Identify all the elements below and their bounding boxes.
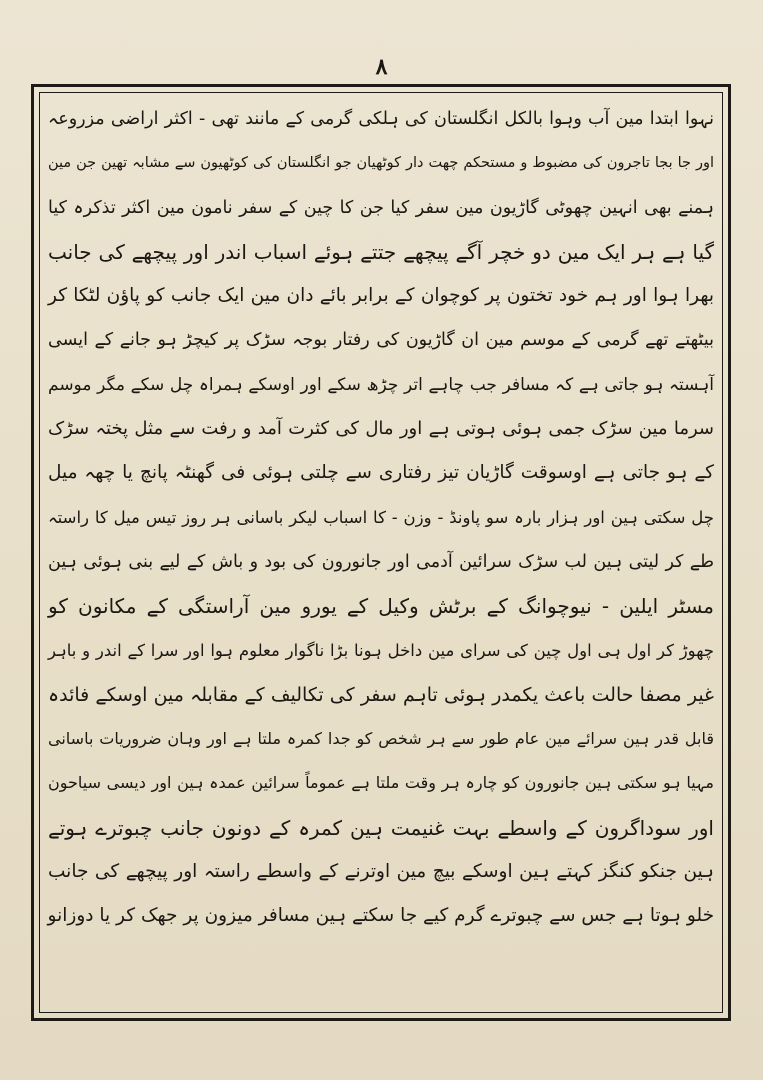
text-line: بیٹھتے تھے گرمی کے موسم مین ان گاڑیون کی رفتار بوجہ سڑک پر کیچڑ ہو جانے کے ایسی	[48, 330, 714, 351]
text-line: ہین جنکو کنگز کہتے ہین اوسکے بیچ مین اوترنے کے واسطے راستہ اور پیچھے کی جانب	[48, 861, 714, 883]
page-number: ۸	[375, 54, 388, 80]
text-line: اور سوداگرون کے واسطے بہت غنیمت ہین کمرہ کے دونون جانب چبوترے ہوتے	[48, 815, 714, 840]
text-line: خلو ہوتا ہے جس سے چبوترے گرم کیے جا سکتے ہین مسافر میزون پر جھک کر یا دوزانو	[47, 905, 714, 927]
text-line: ہمنے بھی انہین چھوٹی گاڑیون مین سفر کیا جن کا چین کے سفر نامون مین اکثر تذکرہ کیا	[48, 197, 714, 218]
text-line: اور جا بجا تاجرون کی مضبوط و مستحکم چھت دار کوٹھیان جو انگلستان کی کوٹھیون سے مشابہ تھین جن مین	[48, 155, 714, 172]
text-line: گیا ہے ہر ایک مین دو خچر آگے پیچھے جتتے ہوئے اسباب اندر اور پیچھے کی جانب	[48, 239, 714, 264]
text-line	[44, 939, 718, 983]
text-line: نہوا ابتدا مین آب وہوا بالکل انگلستان کی ہلکی گرمی کے مانند تھی - اکثر اراضی مزروعہ	[48, 109, 714, 129]
text-line: بھرا ہوا اور ہم خود تختون پر کوچوان کے برابر بائے دان مین ایک جانب کو پاؤن لٹکا کر	[48, 285, 714, 307]
text-line: مسٹر ایلین - نیوچوانگ کے برٹش وکیل کے یورو مین آراستگی کے مکانون کو	[48, 594, 714, 619]
text-line: چل سکتی ہین اور ہزار بارہ سو پاونڈ - وزن - کا اسباب لیکر باسانی ہر روز تیس میل کا راستہ	[48, 507, 714, 527]
text-line: مہیا ہو سکتی ہین جانورون کو چارہ ہر وقت ملتا ہے عموماً سرائین عمدہ ہین اور دیسی سیاحون	[48, 773, 714, 793]
text-line: طے کر لیتی ہین لب سڑک سرائین آدمی اور جانورون کی بود و باش کے لیے بنی ہوئی ہین	[48, 551, 714, 572]
text-line: چھوڑ کر اول ہی اول چین کی سرای مین داخل ہونا بڑا ناگوار معلوم ہوا اور سرا کے اندر و باہر	[48, 640, 714, 660]
text-line: سرما مین سڑک جمی ہوئی ہوتی ہے اور مال کی کثرت آمد و رفت سے مثل پختہ سڑک	[48, 418, 714, 440]
text-line: غیر مصفا حالت باعث یکمدر ہوئی تاہم سفر کی تکالیف کے مقابلہ مین اوسکے فائدہ	[48, 683, 714, 706]
text-line: کے ہو جاتی ہے اوسوقت گاڑیان تیز رفتاری سے چلتی ہوئی فی گھنٹہ پانچ یا چھہ میل	[48, 462, 714, 484]
urdu-text-block	[44, 97, 718, 1008]
text-line: آہستہ ہو جاتی ہے کہ مسافر جب چاہے اتر چڑھ سکے اور اوسکے ہمراہ چل سکے مگر موسم	[48, 374, 714, 395]
text-line: قابل قدر ہین سرائے مین عام طور سے ہر شخص کو جدا کمرہ ملتا ہے اور وہان ضروریات باسانی	[48, 729, 714, 749]
